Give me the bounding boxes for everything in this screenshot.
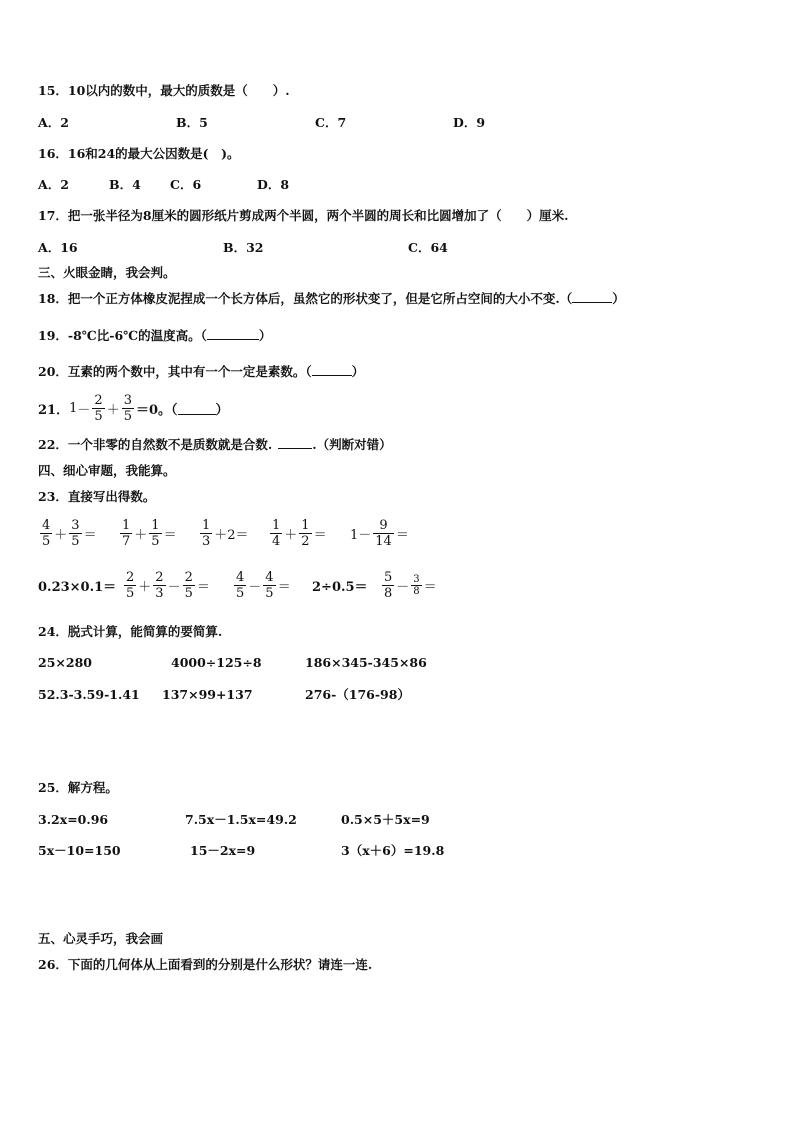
q24-item-3: 186×345-345×86 <box>305 655 427 670</box>
numerator: 4 <box>42 517 51 533</box>
q23-r2-e2 <box>122 567 210 603</box>
numerator: 9 <box>373 518 394 534</box>
q20-text: 20．互素的两个数中，其中有一个一定是素数。（ <box>38 364 312 379</box>
fraction <box>183 570 195 601</box>
q16-option-a: A．2 <box>38 177 69 192</box>
numerator: 4 <box>236 569 245 585</box>
fraction <box>153 570 165 601</box>
q23-r1-e4 <box>268 515 327 551</box>
q23-r2-e5 <box>380 567 437 603</box>
q15-option-b: B．5 <box>176 115 208 130</box>
operator: ＋ <box>284 527 298 543</box>
q19-text: 19．-8℃比-6℃的温度高。（ <box>38 328 207 343</box>
equals: ＝ <box>83 527 97 543</box>
numerator: 3 <box>413 573 420 585</box>
q25-item-1: 3.2x=0.96 <box>38 812 109 827</box>
q25-item-2: 7.5x－1.5x=49.2 <box>185 812 297 827</box>
q22 <box>38 437 392 453</box>
fraction <box>124 570 136 601</box>
numerator: 4 <box>265 569 274 585</box>
q18-text: 18．把一个正方体橡皮泥捏成一个长方体后，虽然它的形状变了，但是它所占空间的大小不变.（ <box>38 291 573 306</box>
fraction <box>200 518 212 549</box>
denominator: 5 <box>184 585 193 601</box>
q21 <box>38 390 229 426</box>
expression: 2÷0.5＝ <box>312 579 368 595</box>
denominator: 8 <box>384 585 393 601</box>
q15-option-c: C．7 <box>315 115 347 130</box>
denominator: 3 <box>202 533 211 549</box>
denominator: 2 <box>301 533 310 549</box>
q21-eq: ＝0。（ <box>135 402 178 418</box>
q26-stem: 26．下面的几何体从上面看到的分别是什么形状？请连一连. <box>38 957 373 972</box>
q23-r1-e5 <box>350 515 409 551</box>
q16-option-c: C．6 <box>170 177 202 192</box>
equals: ＝ <box>313 527 327 543</box>
equals: ＝ <box>277 579 291 595</box>
numerator: 2 <box>126 569 135 585</box>
q24-item-6: 276-（176-98） <box>305 687 410 702</box>
q21-minus: － <box>77 402 91 418</box>
denominator: 7 <box>122 533 131 549</box>
q22-answer-blank[interactable] <box>278 448 312 449</box>
expression: 0.23×0.1＝ <box>38 579 117 595</box>
numerator: 3 <box>71 517 80 533</box>
q21-f1-den: 5 <box>94 408 103 424</box>
q25-stem: 25．解方程。 <box>38 780 118 795</box>
numerator: 2 <box>184 569 193 585</box>
q22-tail: .（判断对错） <box>312 437 392 452</box>
q21-f2-num: 3 <box>123 392 132 408</box>
section-4-heading: 四、细心审题，我能算。 <box>38 463 176 478</box>
denominator: 3 <box>155 585 164 601</box>
q24-item-5: 137×99+137 <box>162 687 253 702</box>
q18-answer-blank[interactable] <box>572 302 612 303</box>
q17-option-b: B．32 <box>223 240 264 255</box>
operator: － <box>396 579 410 595</box>
q23-stem: 23．直接写出得数。 <box>38 489 156 504</box>
fraction <box>149 518 161 549</box>
section-3-heading: 三、火眼金睛，我会判。 <box>38 265 176 280</box>
numerator: 1 <box>151 517 160 533</box>
q19-tail: ） <box>258 328 272 343</box>
equals: ＝ <box>423 579 437 595</box>
fraction <box>299 518 311 549</box>
q21-fraction-1 <box>92 393 104 424</box>
q16-option-d: D．8 <box>257 177 290 192</box>
numerator: 1 <box>122 517 131 533</box>
q21-plus: ＋ <box>106 402 120 418</box>
q24-item-2: 4000÷125÷8 <box>171 655 262 670</box>
q23-r2-e1 <box>38 567 116 603</box>
q24-stem: 24．脱式计算，能简算的要简算. <box>38 624 223 639</box>
numerator: 1 <box>272 517 281 533</box>
q17-option-a: A．16 <box>38 240 78 255</box>
denominator: 14 <box>375 533 392 549</box>
q25-item-5: 15－2x=9 <box>190 843 256 858</box>
operator: ＋ <box>54 527 68 543</box>
q16-option-b: B．4 <box>109 177 141 192</box>
q22-text: 22．一个非零的自然数不是质数就是合数. <box>38 437 273 452</box>
equals: ＝ <box>196 579 210 595</box>
q23-r2-e4 <box>312 567 368 603</box>
q15-option-a: A．2 <box>38 115 69 130</box>
q25-item-4: 5x－10=150 <box>38 843 121 858</box>
q20-answer-blank[interactable] <box>312 375 352 376</box>
denominator: 5 <box>126 585 135 601</box>
q21-f2-den: 5 <box>123 408 132 424</box>
q20-tail: ） <box>351 364 365 379</box>
q18 <box>38 291 625 307</box>
operator: ＋ <box>138 579 152 595</box>
q23-r1-e3 <box>198 515 249 551</box>
fraction <box>270 518 282 549</box>
q23-r2-e3 <box>232 567 291 603</box>
q15-option-d: D．9 <box>453 115 486 130</box>
q16-stem: 16．16和24的最大公因数是( )。 <box>38 146 240 161</box>
fraction <box>120 518 132 549</box>
denominator: 5 <box>42 533 51 549</box>
q17-stem: 17．把一张半径为8厘米的圆形纸片剪成两个半圆，两个半圆的周长和比圆增加了（ ）厘米. <box>38 208 569 223</box>
q21-fraction-2 <box>122 393 134 424</box>
numerator: 1 <box>202 517 211 533</box>
operator: － <box>248 579 262 595</box>
fraction <box>69 518 81 549</box>
q25-item-3: 0.5×5＋5x=9 <box>341 812 430 827</box>
section-5-heading: 五、心灵手巧，我会画 <box>38 931 164 946</box>
q21-tail: ） <box>215 402 229 418</box>
q15-stem: 15．10以内的数中，最大的质数是（ ）. <box>38 83 290 98</box>
equals: ＋2＝ <box>214 527 249 543</box>
fraction <box>263 570 275 601</box>
denominator: 5 <box>71 533 80 549</box>
q19-answer-blank[interactable] <box>207 339 259 340</box>
q21-label: 21． <box>38 402 70 418</box>
q23-r1-e2 <box>118 515 177 551</box>
equals: ＝ <box>395 527 409 543</box>
fraction <box>411 574 421 597</box>
fraction <box>40 518 52 549</box>
q23-r1-e1 <box>38 515 97 551</box>
q19 <box>38 328 271 344</box>
operator: － <box>167 579 181 595</box>
numerator: 5 <box>384 569 393 585</box>
q21-answer-blank[interactable] <box>178 402 216 415</box>
numerator: 2 <box>155 569 164 585</box>
q24-item-1: 25×280 <box>38 655 92 670</box>
denominator: 8 <box>413 585 420 597</box>
q17-option-c: C．64 <box>408 240 448 255</box>
prefix: 1－ <box>350 527 372 543</box>
denominator: 5 <box>236 585 245 601</box>
denominator: 5 <box>151 533 160 549</box>
q21-one: 1 <box>69 400 78 416</box>
q18-tail: ） <box>612 291 625 306</box>
operator: ＋ <box>134 527 148 543</box>
denominator: 4 <box>272 533 281 549</box>
q21-f1-num: 2 <box>94 392 103 408</box>
q20 <box>38 364 364 380</box>
fraction <box>234 570 246 601</box>
q25-item-6: 3（x＋6）=19.8 <box>341 843 445 858</box>
numerator: 1 <box>301 517 310 533</box>
fraction <box>373 518 394 549</box>
fraction <box>382 570 394 601</box>
q24-item-4: 52.3-3.59-1.41 <box>38 687 140 702</box>
denominator: 5 <box>265 585 274 601</box>
equals: ＝ <box>163 527 177 543</box>
